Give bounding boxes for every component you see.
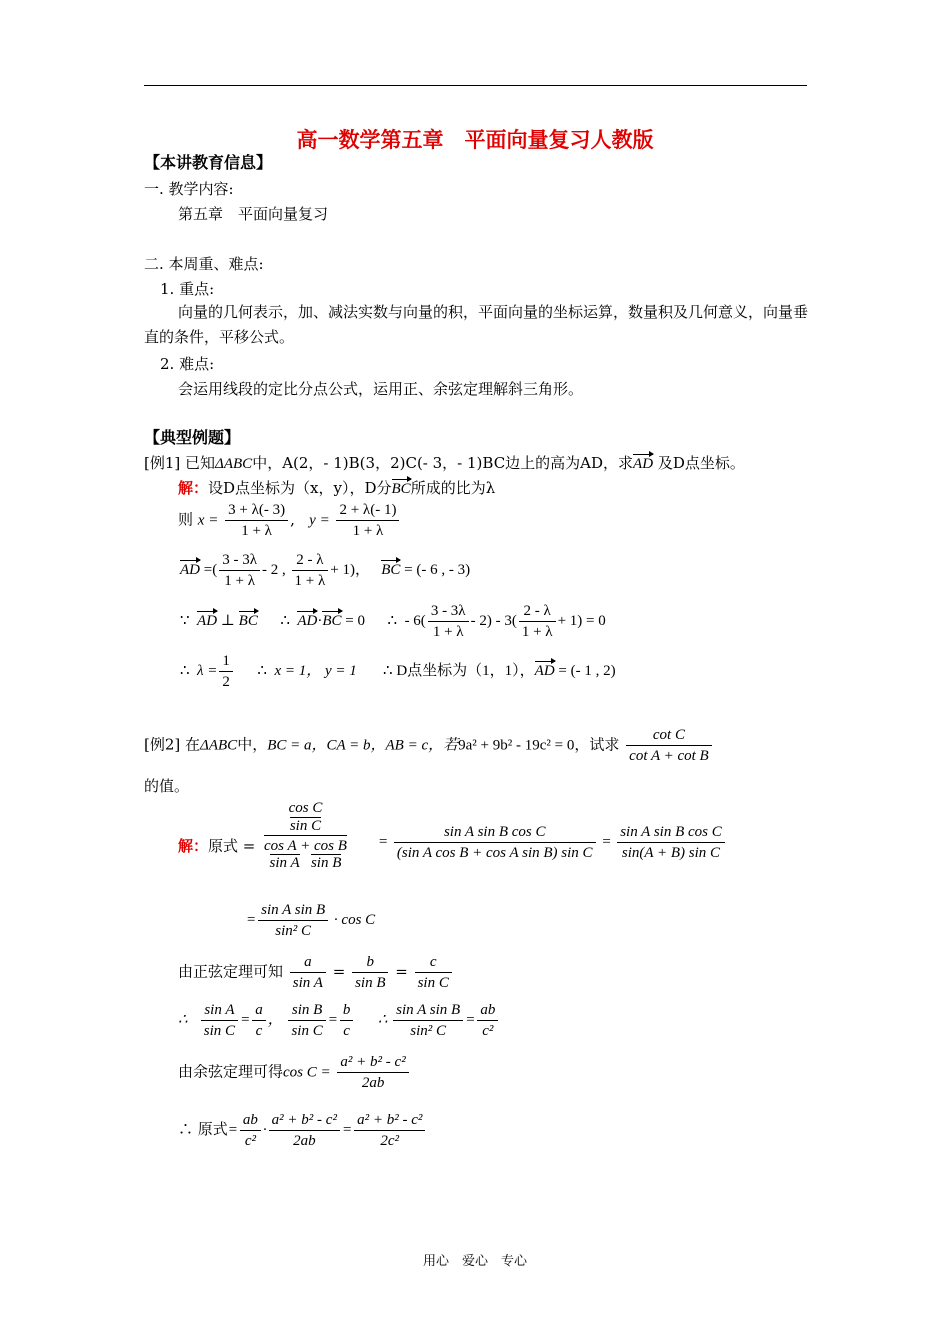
example-2-statement-end: 的值。 xyxy=(144,777,190,795)
page-footer: 用心 爱心 专心 xyxy=(422,1254,527,1269)
perpendicular-condition: ∵ AD ⊥ BC ∴ AD·BC = 0 ∴ - 6( $\frac{3 - 3\lambda}{1 + \lambda}$ - 2) - 3( $\frac{2 - \lambda}{1 + \lambda}$ + 1) = 0 xyxy=(180,603,606,640)
page-title: 高一数学第五章 平面向量复习人教版 xyxy=(296,128,654,152)
examples-heading: 【典型例题】 xyxy=(144,428,241,447)
vector-ad: AD xyxy=(633,456,654,472)
ad-vector-expression: AD =( $\frac{3 - 3\lambda}{1 + \lambda}$ - 2 , $\frac{2 - \lambda}{1 + \lambda}$ + 1)， BC = (- 6 , - 3) xyxy=(180,552,471,589)
coordinate-formulas: 则 x = $\frac{3 + \lambda(- 3)}{1 + \lambda}$ , y = $\frac{2 + \lambda(- 1)}{1 + \lambda}$ xyxy=(178,500,401,541)
content-text: 第五章 平面向量复习 xyxy=(178,205,329,223)
y-fraction: $\frac{2 + \lambda(- 1)}{1 + \lambda}$ xyxy=(336,500,399,541)
lambda-result: ∴ λ = $\frac{1}{2}$ ∴ x = 1， y = 1 ∴ D点坐标为（1，1），AD = (- 1 , 2) xyxy=(180,653,616,690)
question-fraction: $\frac{\text{cot C}}{\text{cot A + cot B}}$ xyxy=(626,725,712,766)
content-heading: 一. 教学内容: xyxy=(144,180,234,198)
x-fraction: $\frac{3 + \lambda(- 3)}{1 + \lambda}$ xyxy=(225,500,288,541)
keypoints-heading: 二. 本周重、难点: xyxy=(144,255,264,273)
keypoint-1-label: 1. 重点: xyxy=(160,280,215,298)
example-1-solution-intro: 解：设D点坐标为（x，y），D分BC所成的比为λ xyxy=(178,479,496,497)
keypoint-1-text: 向量的几何表示，加、减法实数与向量的积，平面向量的坐标运算，数量积及几何意义，向量垂直的条件，平移公式。 xyxy=(144,303,809,346)
section-info-heading: 【本讲教育信息】 xyxy=(144,153,273,172)
keypoint-2-label: 2. 难点: xyxy=(160,355,215,373)
example-1-statement: [例1] 已知ΔABC中，A(2，- 1)B(3，2)C(- 3，- 1)BC边上的高为AD，求AD 及D点坐标。 xyxy=(144,454,745,472)
header-rule xyxy=(144,85,807,86)
example-2-statement: [例2] 在ΔABC中，BC = a，CA = b，AB = c，若9a² + 9b² - 19c² = 0，试求 $\frac{\text{cot C}}{\text{cot A + cot B}}$ xyxy=(144,725,714,766)
vector-bc: BC xyxy=(391,481,411,497)
keypoint-2-text: 会运用线段的定比分点公式，运用正、余弦定理解斜三角形。 xyxy=(178,380,584,398)
compound-fraction: cos C sin C cos A + cos B sin A sin B xyxy=(264,800,347,871)
